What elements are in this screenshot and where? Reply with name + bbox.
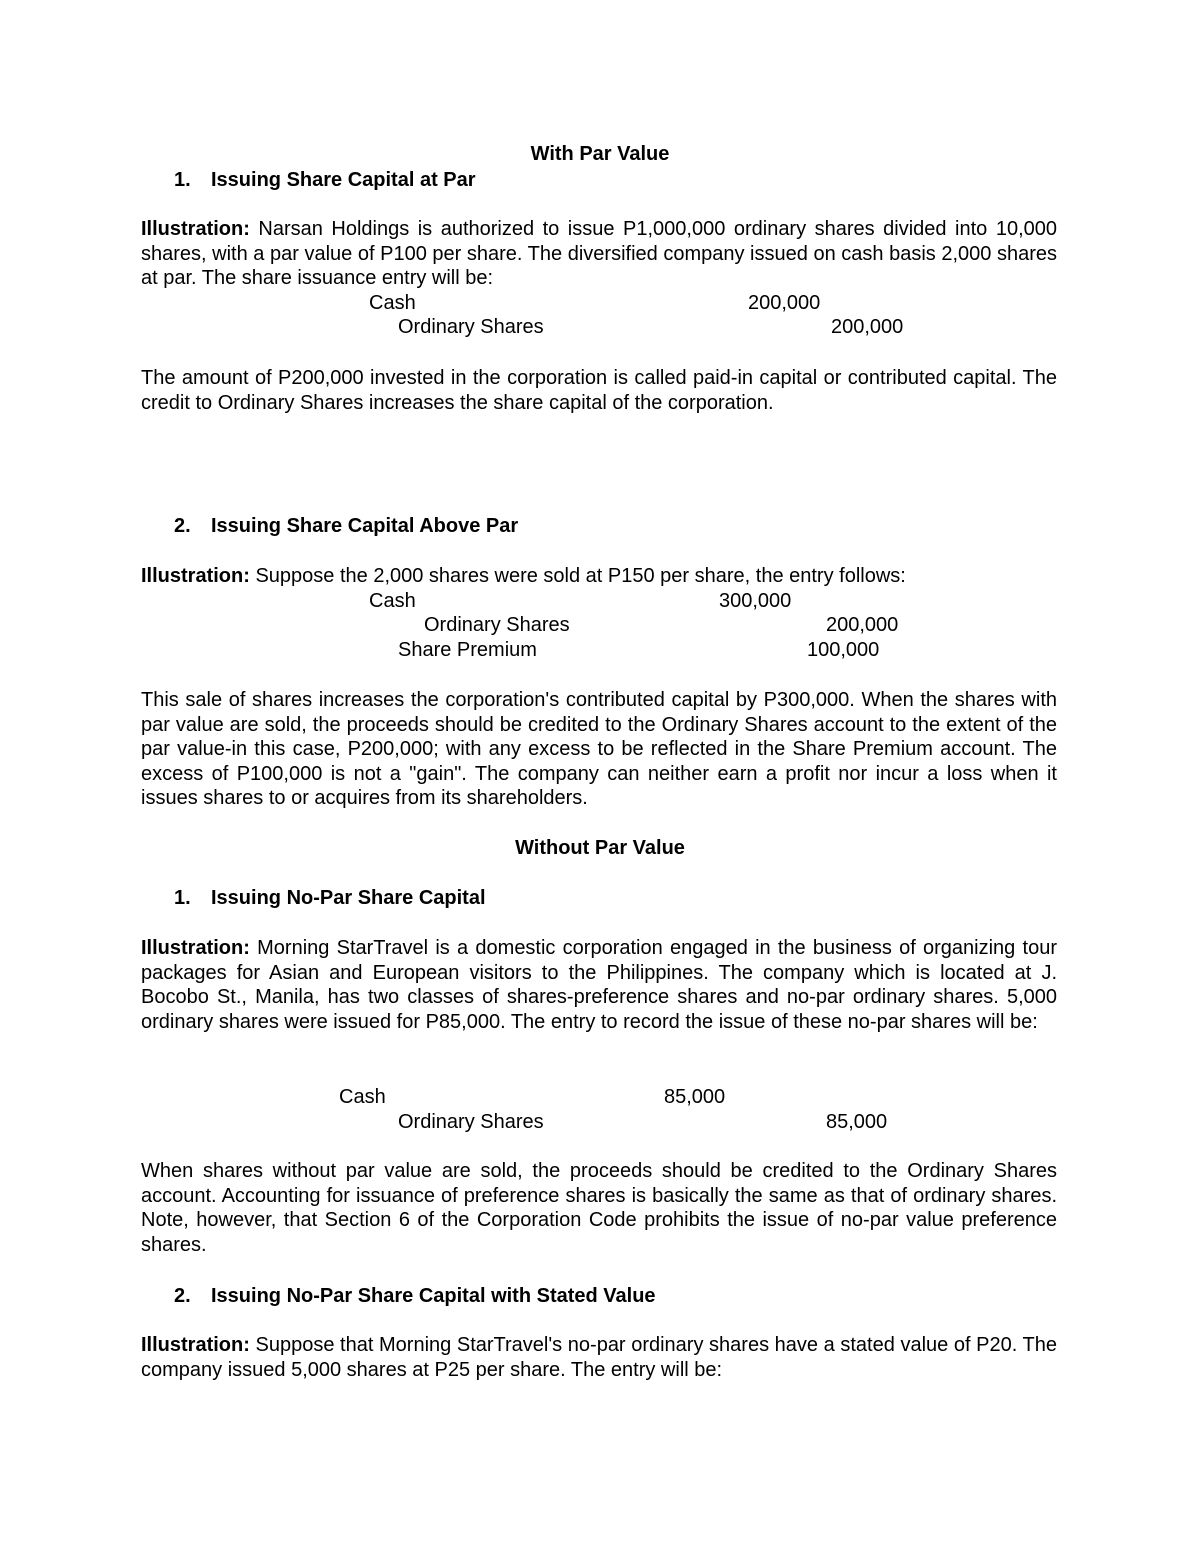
illustration-paragraph bbox=[141, 564, 1057, 589]
heading-issuing-at-par: Issuing Share Capital at Par bbox=[211, 169, 476, 191]
illustration-label: Illustration: bbox=[141, 218, 250, 240]
entry-credit-amount: 85,000 bbox=[826, 1111, 888, 1133]
entry-debit-amount: 200,000 bbox=[748, 292, 821, 314]
illustration-label: Illustration: bbox=[141, 1334, 250, 1356]
list-number: 1. bbox=[174, 887, 191, 909]
heading-issuing-above-par: Issuing Share Capital Above Par bbox=[211, 515, 519, 537]
entry-debit-account: Cash bbox=[369, 292, 416, 314]
section-title-without-par: Without Par Value bbox=[515, 837, 685, 859]
list-number: 2. bbox=[174, 515, 191, 537]
section-title-with-par: With Par Value bbox=[530, 143, 670, 165]
entry-credit-account: Share Premium bbox=[398, 639, 537, 661]
illustration-label: Illustration: bbox=[141, 565, 250, 587]
list-number: 1. bbox=[174, 169, 191, 191]
entry-debit-account: Cash bbox=[369, 590, 416, 612]
entry-credit-account: Ordinary Shares bbox=[398, 316, 544, 338]
illustration-paragraph bbox=[141, 217, 1057, 291]
heading-no-par-stated-value: Issuing No-Par Share Capital with Stated Value bbox=[211, 1285, 656, 1307]
illustration-paragraph bbox=[141, 1333, 1057, 1382]
illustration-text: Suppose the 2,000 shares were sold at P150 per share, the entry follows: bbox=[249, 565, 906, 587]
illustration-text: Suppose that Morning StarTravel's no-par ordinary shares have a stated value of P20. The company issued 5,000 shares at P25 per share. The entry will be: bbox=[141, 1334, 1057, 1381]
entry-credit-amount: 200,000 bbox=[831, 316, 904, 338]
illustration-label: Illustration: bbox=[141, 937, 250, 959]
illustration-paragraph bbox=[141, 936, 1057, 1034]
entry-debit-account: Cash bbox=[339, 1086, 386, 1108]
heading-no-par: Issuing No-Par Share Capital bbox=[211, 887, 486, 909]
explanation-paragraph: This sale of shares increases the corporation's contributed capital by P300,000. When the shares with par value are sold, the proceeds should be credited to the Ordinary Shares account to the extent of the par value-in this case, P200,000; with any excess to be reflected in the Share Premium account. The excess of P100,000 is not a "gain". The company can neither earn a profit nor incur a loss when it issues shares to or acquires from its shareholders. bbox=[141, 689, 1057, 810]
entry-credit-account: Ordinary Shares bbox=[424, 614, 570, 636]
entry-credit-amount: 100,000 bbox=[807, 639, 880, 661]
entry-credit-amount: 200,000 bbox=[826, 614, 899, 636]
explanation-paragraph: The amount of P200,000 invested in the corporation is called paid-in capital or contributed capital. The credit to Ordinary Shares increases the share capital of the corporation. bbox=[141, 367, 1057, 414]
list-number: 2. bbox=[174, 1285, 191, 1307]
entry-debit-amount: 85,000 bbox=[664, 1086, 726, 1108]
illustration-text: Morning StarTravel is a domestic corporation engaged in the business of organizing tour packages for Asian and European visitors to the Philippines. The company which is located at J. Bocobo St., Manila, has two classes of shares-preference shares and no-par ordinary shares. 5,000 ordinary shares were issued for P85,000. The entry to record the issue of these no-par shares will be: bbox=[141, 937, 1057, 1033]
explanation-paragraph: When shares without par value are sold, the proceeds should be credited to the Ordinary Shares account. Accounting for issuance of preference shares is basically the same as that of ordinary shares. Note, however, that Section 6 of the Corporation Code prohibits the issue of no-par value preference shares. bbox=[141, 1160, 1057, 1256]
illustration-text: Narsan Holdings is authorized to issue P1,000,000 ordinary shares divided into 10,000 shares, with a par value of P100 per share. The diversified company issued on cash basis 2,000 shares at par. The share issuance entry will be: bbox=[141, 218, 1057, 290]
entry-debit-amount: 300,000 bbox=[719, 590, 792, 612]
entry-credit-account: Ordinary Shares bbox=[398, 1111, 544, 1133]
